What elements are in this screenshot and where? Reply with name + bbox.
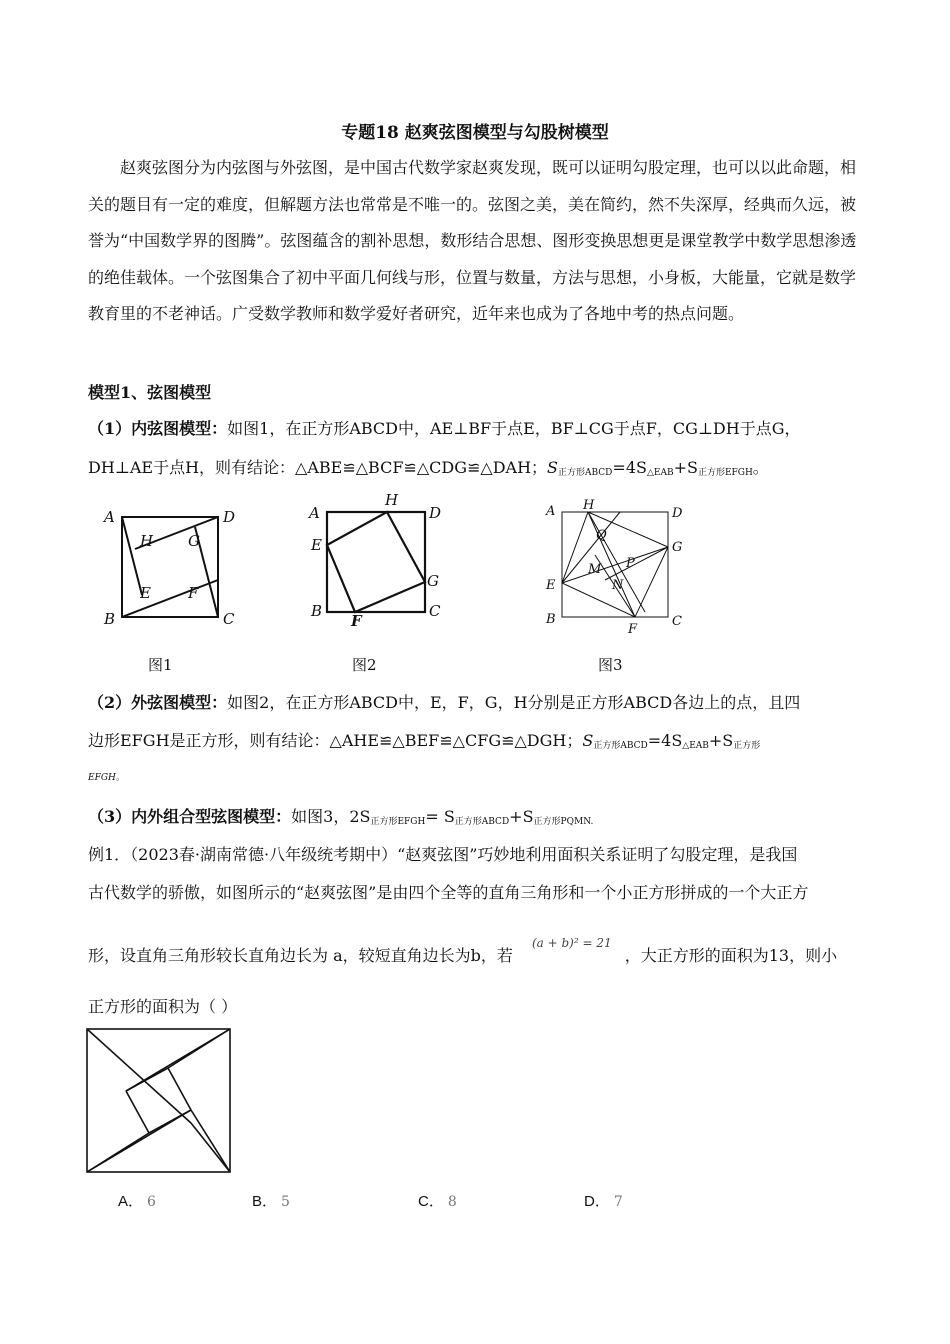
- area-symbol: S: [547, 458, 559, 477]
- figure-3-caption: 图3: [598, 656, 623, 674]
- example-line1: 例1．（2023春·湖南常德·八年级统考期中）“赵爽弦图”巧妙地利用面积关系证明了勾股定理，是我国: [88, 845, 798, 864]
- fig2-label: G: [427, 572, 439, 590]
- equation-part: =4S: [612, 458, 647, 477]
- fig1-label: A: [104, 508, 115, 526]
- area-symbol: S: [582, 731, 594, 750]
- intro-paragraph: 赵爽弦图分为内弦图与外弦图，是中国古代数学家赵爽发现，既可以证明勾股定理，也可以以此命题，相关的题目有一定的难度，但解题方法也常常是不唯一的。弦图之美，美在简约，然不失深厚，经典而久远，被誉为“中国数学界的图腾”。弦图蕴含的割补思想，数形结合思想、图形变换思想更是课堂教学中数学思想渗透的绝佳载体。一个弦图集合了初中平面几何线与形，位置与数量，方法与思想，小身板，大能量，它就是数学教育里的不老神话。广受数学教师和数学爱好者研究，近年来也成为了各地中考的热点问题。: [88, 158, 857, 323]
- fig3-label: F: [628, 622, 638, 637]
- fig3-label: G: [672, 540, 683, 555]
- subscript: 正方形EFGH: [697, 468, 753, 478]
- fig1-label: C: [223, 610, 235, 628]
- outer-model-line3: EFGH。: [88, 773, 125, 783]
- fig1-label: E: [140, 584, 151, 602]
- subscript: 正方形ABCD: [558, 468, 613, 478]
- fig2-label: A: [309, 504, 320, 522]
- fig3-label: E: [546, 578, 556, 593]
- outer-model-text2: 边形EFGH是正方形，则有结论：△AHE≌△BEF≌△CFG≌△DGH；: [88, 731, 583, 750]
- figure-2: [305, 490, 445, 630]
- outer-model-line1: [88, 690, 800, 713]
- fig3-label: C: [672, 614, 682, 629]
- inner-model-label: （1）内弦图模型：: [88, 419, 228, 438]
- figure-1: [100, 500, 240, 630]
- choice-letter: B．: [252, 1193, 278, 1210]
- choice-d[interactable]: [584, 1190, 623, 1211]
- fig2-label: H: [385, 491, 399, 509]
- choice-a[interactable]: [118, 1190, 156, 1211]
- example-line3: [88, 936, 838, 966]
- subscript: 正方形EFGH: [370, 817, 426, 827]
- example-formula: (a + b)² = 21: [531, 936, 612, 950]
- combo-model-label: （3）内外组合型弦图模型：: [88, 807, 292, 826]
- fig2-label: B: [311, 602, 323, 620]
- example-text: ，大正方形的面积为13，则小: [624, 946, 838, 965]
- choice-value: 6: [147, 1194, 156, 1210]
- fig3-label: P: [626, 556, 635, 571]
- fig1-label: B: [104, 610, 116, 628]
- fig2-label: E: [311, 536, 322, 554]
- outer-model-label: （2）外弦图模型：: [88, 693, 228, 712]
- inner-model-text1: 如图1，在正方形ABCD中，AE⊥BF于点E，BF⊥CG于点F，CG⊥DH于点G，: [227, 419, 801, 438]
- subscript: 正方形: [733, 741, 761, 751]
- combo-model-line: [88, 804, 593, 827]
- fig1-label: D: [223, 508, 236, 526]
- equation-end: 。: [752, 458, 769, 477]
- choice-letter: A．: [118, 1193, 144, 1210]
- choice-letter: C．: [418, 1193, 444, 1210]
- fig2-label: C: [429, 602, 441, 620]
- fig3-label: H: [583, 498, 595, 513]
- fig1-label: G: [188, 532, 200, 550]
- fig3-label: M: [588, 562, 602, 577]
- fig3-label: A: [546, 504, 556, 519]
- inner-model-text2: DH⊥AE于点H，则有结论：△ABE≌△BCF≌△CDG≌△DAH；: [88, 458, 548, 477]
- inner-model-line1: [88, 416, 801, 439]
- subscript: 正方形PQMN.: [533, 817, 594, 827]
- figure-2-caption: 图2: [352, 656, 377, 674]
- figure-3: [540, 495, 690, 640]
- example-figure: [86, 1028, 232, 1174]
- choice-c[interactable]: [418, 1190, 457, 1211]
- figure-1-caption: 图1: [148, 656, 173, 674]
- fig3-label: N: [612, 578, 624, 593]
- model1-heading: 模型1、弦图模型: [88, 383, 212, 402]
- fig3-label: B: [546, 612, 556, 627]
- outer-model-text1: 如图2，在正方形ABCD中，E，F，G，H分别是正方形ABCD各边上的点，且四: [227, 693, 801, 712]
- choice-letter: D．: [584, 1193, 610, 1210]
- fig2-label: F: [351, 612, 362, 630]
- fig2-label: D: [429, 504, 442, 522]
- example-text: 形，设直角三角形较长直角边长为 a，较短直角边长为b，若: [88, 946, 513, 965]
- equation-part: +S: [509, 807, 534, 826]
- subscript: 正方形ABCD: [454, 817, 510, 827]
- fig3-label: Q: [596, 528, 607, 543]
- subscript: △EAB: [646, 468, 674, 478]
- choice-value: 7: [613, 1194, 623, 1210]
- inner-model-line2: [88, 455, 769, 478]
- subscript: △EAB: [682, 741, 709, 751]
- page-title: 专题18 赵爽弦图模型与勾股树模型: [341, 123, 609, 143]
- example-line2: 古代数学的骄傲，如图所示的“赵爽弦图”是由四个全等的直角三角形和一个小正方形拼成的一个大正方: [88, 883, 809, 902]
- equation-part: +S: [708, 731, 734, 750]
- choice-b[interactable]: [252, 1190, 290, 1211]
- choice-value: 8: [447, 1194, 457, 1210]
- equation-part: = S: [425, 807, 455, 826]
- equation-part: =4S: [647, 731, 683, 750]
- equation-part: +S: [673, 458, 698, 477]
- choice-value: 5: [281, 1194, 290, 1210]
- subscript: 正方形ABCD: [593, 741, 648, 751]
- example-line4: 正方形的面积为（ ）: [88, 997, 238, 1016]
- fig1-label: F: [188, 584, 199, 602]
- fig1-label: H: [140, 532, 154, 550]
- outer-model-line2: [88, 728, 760, 751]
- fig3-label: D: [672, 506, 683, 521]
- equation-part: 如图3，2S: [291, 807, 371, 826]
